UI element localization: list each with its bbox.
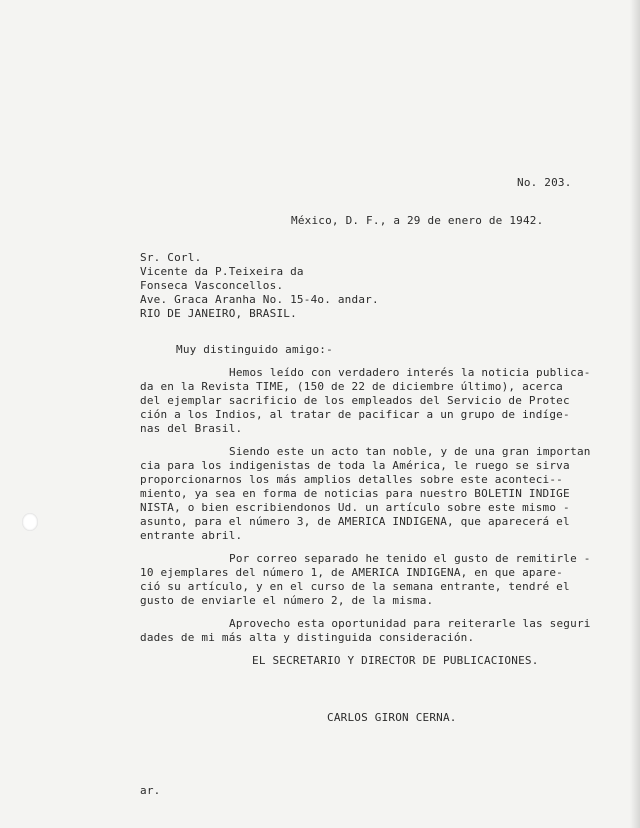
paragraph-line: cia para los indigenistas de toda la América, le ruego se sirva [140,459,570,472]
paragraph-line: ció su artículo, y en el curso de la semana entrante, tendré el [140,580,570,593]
paragraph-line: Hemos leído con verdadero interés la noticia publica- [229,366,591,379]
typist-initials: ar. [140,784,161,797]
paragraph-line: del ejemplar sacrificio de los empleados del Servicio de Protec [140,394,570,407]
paragraph-line: dades de mi más alta y distinguida consideración. [140,631,475,644]
paragraph-line: entrante abril. [140,529,243,542]
place-date: México, D. F., a 29 de enero de 1942. [291,214,544,227]
paragraph-line: Aprovecho esta oportunidad para reiterarle las seguri [229,617,591,630]
punch-hole [22,513,38,531]
page-edge-shadow [630,0,640,828]
closing-title: EL SECRETARIO Y DIRECTOR DE PUBLICACIONES. [252,654,539,667]
paragraph-line: 10 ejemplares del número 1, de AMERICA INDIGENA, en que apare- [140,566,563,579]
recipient-line: Sr. Corl. [140,251,202,264]
paragraph-line: proporcionarnos los más amplios detalles sobre este aconteci-- [140,473,563,486]
paragraph-line: Por correo separado he tenido el gusto de remitirle - [229,552,591,565]
signatory-name: CARLOS GIRON CERNA. [327,711,457,724]
paragraph-line: da en la Revista TIME, (150 de 22 de diciembre último), acerca [140,380,563,393]
paragraph-line: Siendo este un acto tan noble, y de una gran importan [229,445,591,458]
paragraph-line: NISTA, o bien escribiendonos Ud. un artículo sobre este mismo - [140,501,570,514]
paragraph-line: asunto, para el número 3, de AMERICA INDIGENA, que aparecerá el [140,515,570,528]
paragraph-line: ción a los Indios, al tratar de pacificar a un grupo de indíge- [140,408,570,421]
paragraph-line: miento, ya sea en forma de noticias para nuestro BOLETIN INDIGE [140,487,570,500]
letter-number: No. 203. [517,176,572,189]
salutation: Muy distinguido amigo:- [176,343,333,356]
recipient-line: RIO DE JANEIRO, BRASIL. [140,307,297,320]
recipient-line: Ave. Graca Aranha No. 15-4o. andar. [140,293,379,306]
paragraph-line: gusto de enviarle el número 2, de la misma. [140,594,434,607]
paragraph-line: nas del Brasil. [140,422,243,435]
recipient-line: Vicente da P.Teixeira da [140,265,304,278]
recipient-line: Fonseca Vasconcellos. [140,279,284,292]
